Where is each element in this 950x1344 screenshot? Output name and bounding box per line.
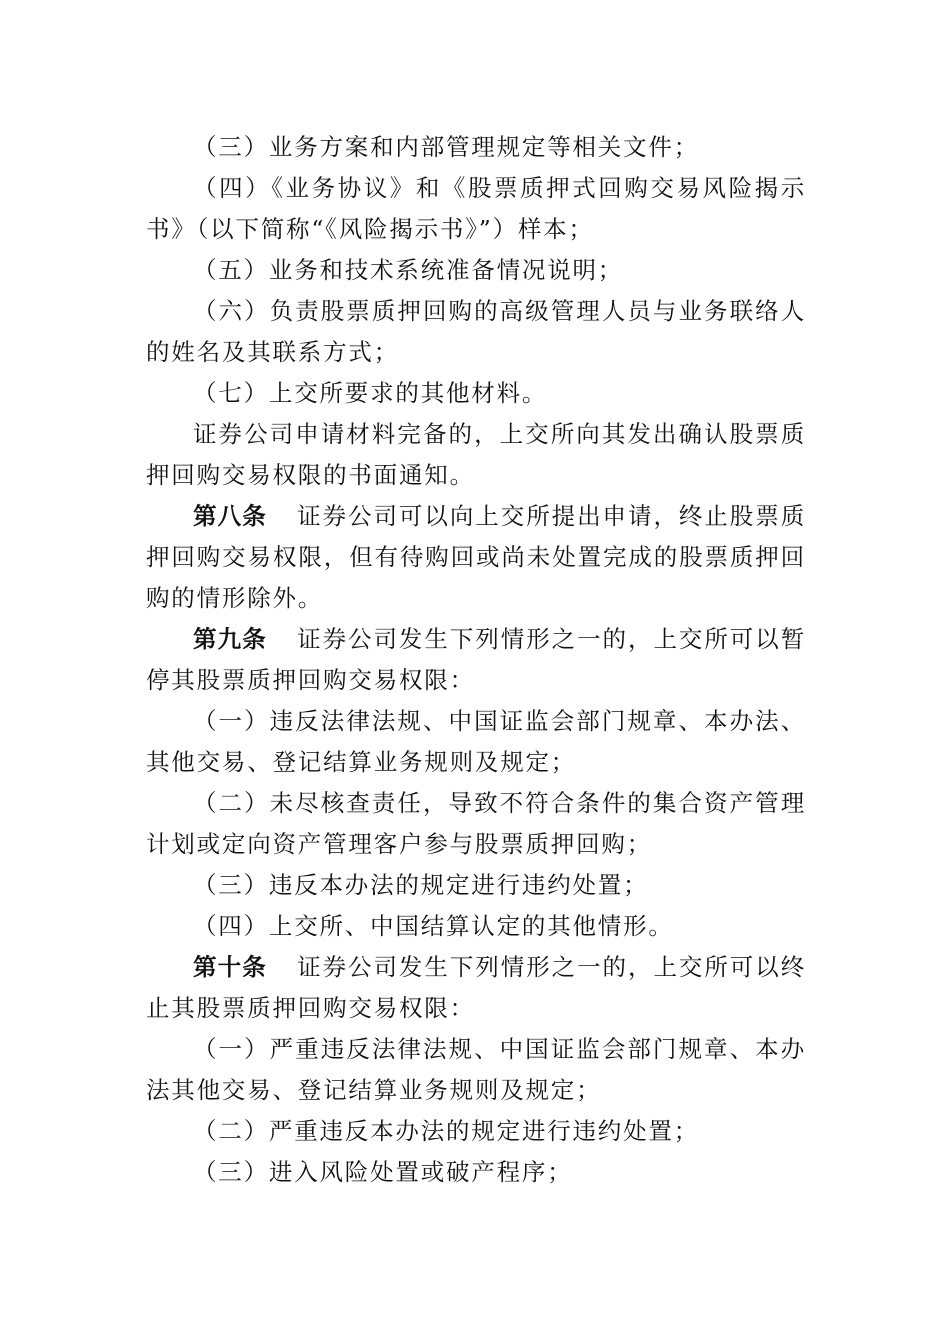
document-body	[146, 127, 806, 1193]
paragraph	[146, 783, 806, 865]
paragraph-text: 证券公司申请材料完备的，上交所向其发出确认股票质押回购交易权限的书面通知。	[146, 420, 806, 489]
paragraph	[146, 906, 806, 947]
paragraph-text: （一）违反法律法规、中国证监会部门规章、本办法、其他交易、登记结算业务规则及规定；	[146, 707, 806, 776]
paragraph-text: （四）《业务协议》和《股票质押式回购交易风险揭示书》（以下简称“《风险揭示书》”）样本；	[146, 174, 806, 243]
paragraph	[146, 168, 806, 250]
paragraph	[146, 1111, 806, 1152]
paragraph	[146, 701, 806, 783]
paragraph	[146, 865, 806, 906]
article-paragraph	[146, 947, 806, 1029]
paragraph-text: （二）未尽核查责任，导致不符合条件的集合资产管理计划或定向资产管理客户参与股票质押回购；	[146, 789, 806, 858]
paragraph	[146, 250, 806, 291]
paragraph-text: （四）上交所、中国结算认定的其他情形。	[193, 912, 674, 940]
article-number: 第九条	[193, 625, 267, 653]
paragraph-text: （五）业务和技术系统准备情况说明；	[193, 256, 624, 284]
paragraph	[146, 373, 806, 414]
paragraph-text: （三）违反本办法的规定进行违约处置；	[193, 871, 649, 899]
paragraph-text: （六）负责股票质押回购的高级管理人员与业务联络人的姓名及其联系方式；	[146, 297, 806, 366]
paragraph	[146, 127, 806, 168]
article-paragraph	[146, 619, 806, 701]
paragraph	[146, 1029, 806, 1111]
paragraph-text: 证券公司可以向上交所提出申请，终止股票质押回购交易权限，但有待购回或尚未处置完成的股票质押回购的情形除外。	[146, 502, 807, 612]
paragraph	[146, 291, 806, 373]
paragraph-text: （七）上交所要求的其他材料。	[193, 379, 548, 407]
paragraph-text: （二）严重违反本办法的规定进行违约处置；	[193, 1117, 699, 1145]
paragraph-text: （一）严重违反法律法规、中国证监会部门规章、本办法其他交易、登记结算业务规则及规定；	[146, 1035, 806, 1104]
paragraph	[146, 1152, 806, 1193]
paragraph	[146, 414, 806, 496]
paragraph-text: 证券公司发生下列情形之一的，上交所可以暂停其股票质押回购交易权限：	[146, 625, 807, 694]
paragraph-text: 证券公司发生下列情形之一的，上交所可以终止其股票质押回购交易权限：	[146, 953, 807, 1022]
article-number: 第十条	[193, 953, 267, 981]
paragraph-text: （三）进入风险处置或破产程序；	[193, 1158, 573, 1186]
paragraph-text: （三）业务方案和内部管理规定等相关文件；	[193, 133, 699, 161]
article-paragraph	[146, 496, 806, 619]
article-number: 第八条	[193, 502, 267, 530]
